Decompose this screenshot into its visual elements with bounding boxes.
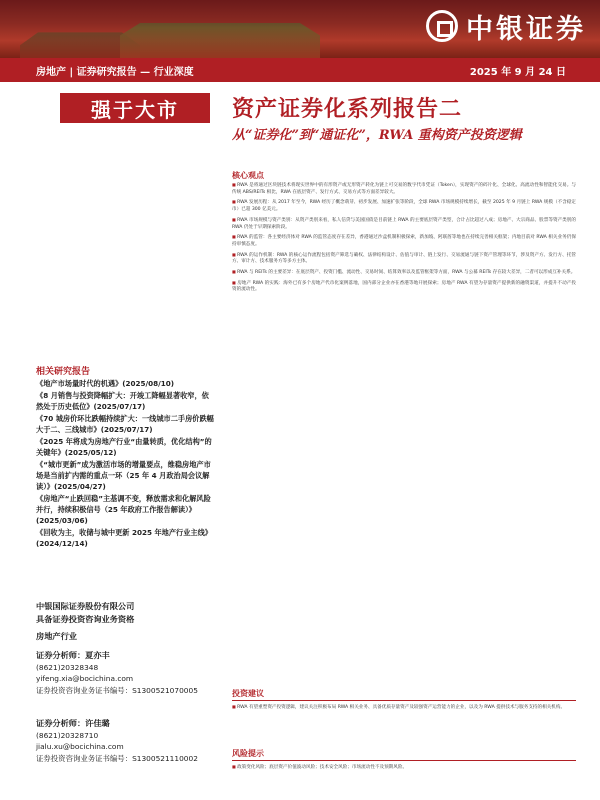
page-title: 资产证券化系列报告二 (232, 96, 463, 122)
company-info (36, 600, 226, 643)
brand-logo (426, 6, 586, 46)
related-report-item: 《 回收为主，收储与城中更新 2025 年地产行业主线》(2024/12/14) (36, 527, 216, 549)
analyst-license: 证券投资咨询业务证书编号：S1300521070005 (36, 685, 198, 695)
core-paragraph: ■ RWA 市场规模与资产类别：从资产类别来看，私人信贷与美国国债是目前链上 RWA 的主要底层资产类型，合计占比超过八成；房地产、大宗商品、股票等资产类别的 RWA 仍处于早期探索阶段。 (232, 217, 576, 231)
analyst-email[interactable]: jialu.xu@bocichina.com (36, 742, 124, 751)
related-research-heading: 相关研究报告 (36, 367, 91, 377)
analyst-card (36, 650, 226, 696)
analyst-name: 许佳璐 (85, 718, 110, 728)
core-views-body (232, 182, 576, 297)
core-paragraph: ■ RWA 发展历程：从 2017 年至今，RWA 经历了概念萌芽、初步发展、加速扩张等阶段，全球 RWA 市场规模持续增长，截至 2025 年 9 月链上 RWA 规模（不含稳定币）已超 300 亿美元。 (232, 199, 576, 213)
risk-heading: 风险提示 (232, 749, 264, 758)
related-report-item: 《 地产市场量时代的机遇》(2025/08/10) (36, 378, 216, 389)
risk-text: ■ 政策变化风险；底层资产价值波动风险；技术安全风险；市场流动性不及预期风险。 (232, 764, 576, 772)
investment-text: ■ RWA 有望重塑资产投资逻辑，建议关注积极布局 RWA 相关业务、具备优质存量资产及较强资产运营能力的企业，以及为 RWA 提供技术与服务支持的相关机构。 (232, 704, 576, 712)
related-report-item: 《 “城市更新”成为激活市场的增量要点，维稳房地产市场是当前扩内需的重点一环（25 年 4 月政治局会议解读）》(2025/04/27) (36, 459, 216, 492)
divider (232, 700, 576, 701)
related-report-item: 《 房地产“止跌回稳”主基调不变，释放需求和化解风险并行，持续积极信号（25 年政府工作报告解读）》(2025/03/06) (36, 493, 216, 526)
report-date: 2025 年 9 月 24 日 (469, 66, 566, 78)
analyst-phone: (8621)20328710 (36, 730, 99, 740)
risk-body (232, 764, 576, 775)
core-paragraph: ■ RWA 与 REITs 的主要差异：在底层资产、投资门槛、流动性、交易时间、结算效率以及监管框架等方面，RWA 与公募 REITs 存在较大差异，二者可以形成互补关系。 (232, 269, 576, 277)
core-paragraph: ■ RWA 的监管：各主要经济体对 RWA 的监管态度存在差异，香港通过沙盒机制积极探索，新加坡、阿联酋等地也在持续完善相关框架；内地目前对 RWA 相关业务仍保持审慎态度。 (232, 234, 576, 248)
category-line: 房地产 | 证券研究报告 — 行业深度 (36, 66, 194, 78)
page-subtitle: 从“证券化”到“通证化”，RWA 重构资产投资逻辑 (232, 128, 522, 143)
related-research-list (36, 378, 216, 550)
core-paragraph: ■ RWA 的运作机制：RWA 的核心运作流程包括资产筛选与确权、法律结构设计、估值与审计、链上发行、交易流通与链下资产管理等环节，涉及资产方、发行方、托管方、审计方、技术服务方等多方主体。 (232, 252, 576, 266)
related-report-item: 《 2025 年将成为房地产行业“由量转质，优化结构”的关键年》(2025/05/12) (36, 436, 216, 458)
related-report-item: 《 70 城房价环比跌幅持续扩大：一线城市二手房价跌幅大于二、三线城市》(2025/07/17) (36, 413, 216, 435)
investment-body (232, 704, 576, 715)
core-paragraph: ■ 房地产 RWA 的实践：海外已有多个房地产代币化案例落地，国内部分企业亦在香港等地开展探索；房地产 RWA 有望为存量资产提供新的融资渠道，并提升不动产投资的流动性。 (232, 280, 576, 294)
analyst-card (36, 718, 226, 764)
investment-heading: 投资建议 (232, 689, 264, 698)
brand-name: 中银证券 (466, 13, 586, 45)
core-paragraph: ■ RWA 是将通过区块链技术将现实世界中的有形资产或无形资产转化为链上可交易的数字代币凭证（Token），实现资产的碎片化、全球化、高流动性和智能化交易。与传统 ABS/REITs 相比，RWA 在底层资产、发行方式、交易方式等方面差异较大。 (232, 182, 576, 196)
palace-roof-image (120, 8, 320, 58)
analyst-role: 证券分析师： (36, 718, 86, 728)
industry-name: 房地产行业 (36, 631, 77, 641)
company-qualification: 具备证券投资咨询业务资格 (36, 614, 135, 624)
boc-logo-icon (426, 10, 458, 42)
analyst-phone: (8621)20328348 (36, 662, 99, 672)
divider (232, 760, 576, 761)
related-report-item: 《 8 月销售与投资降幅扩大：开竣工降幅显著收窄，依然处于历史低位》(2025/07/17) (36, 390, 216, 412)
header-banner (0, 0, 600, 58)
core-views-heading: 核心观点 (232, 171, 264, 180)
analyst-role: 证券分析师： (36, 650, 86, 660)
category-bar (0, 58, 600, 82)
analyst-license: 证券投资咨询业务证书编号：S1300521110002 (36, 753, 198, 763)
analyst-email[interactable]: yifeng.xia@bocichina.com (36, 674, 134, 683)
company-name: 中银国际证券股份有限公司 (36, 601, 135, 611)
rating-badge: 强于大市 (60, 93, 210, 123)
analyst-name: 夏亦丰 (85, 650, 110, 660)
